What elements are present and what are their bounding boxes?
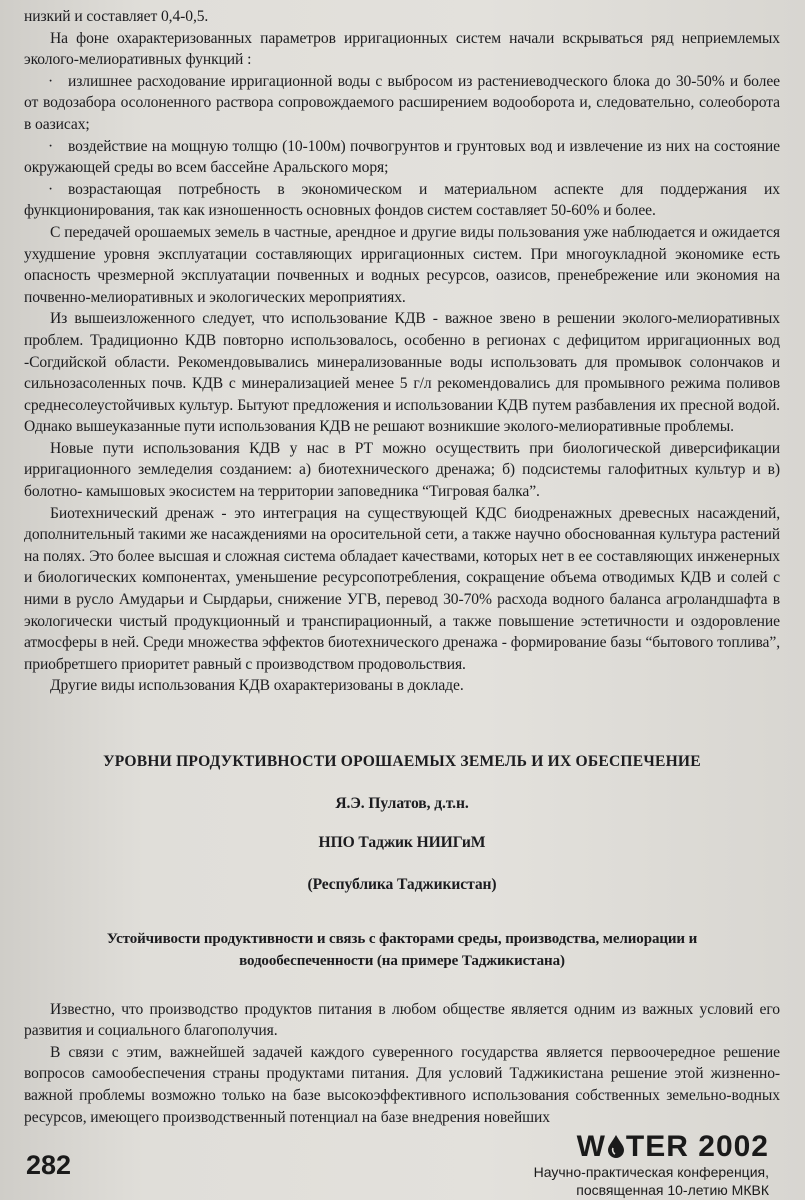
article-subtitle: Устойчивости продуктивности и связь с факторами среды, производства, мелиорации и водообеспеченности (на примере Таджикистана)	[106, 931, 698, 969]
bullet-item	[24, 179, 780, 222]
conference-line-1: Научно-практическая конференция,	[533, 1164, 769, 1180]
conference-logo	[534, 1132, 769, 1198]
paragraph: На фоне охарактеризованных параметров ирригационных систем начали вскрываться ряд неприемлемых эколого-мелиоративных функций :	[24, 29, 780, 69]
bullet-marker: ·	[48, 180, 54, 198]
article-organization: НПО Таджик НИИГиМ	[318, 834, 486, 852]
paragraph: низкий и составляет 0,4-0,5.	[24, 8, 209, 25]
conference-line-2: посвященная 10-летию МКВК	[576, 1182, 769, 1198]
paragraph: Из вышеизложенного следует, что использование КДВ - важное звено в решении эколого-мелиоративных проблем. Традиционно КДВ повторно использовалось, особенно в регионах с дефицитом ирригационных вод -Согдийской области. Рекомендовывались минерализованные воды использовать для промывок солончаков и сильнозасоленных почв. КДВ с минерализацией менее 5 г/л рекомендовались для промывного режима поливов среднесолеустойчивых культур. Бытуют предложения и использовании КДВ путем разбавления их пресной водой. Однако вышеуказанные пути использования КДВ не решают возникшие эколого-мелиоративные проблемы.	[24, 310, 780, 436]
water-drop-icon	[606, 1134, 626, 1158]
logo-word-left: W	[576, 1130, 606, 1163]
article-title: УРОВНИ ПРОДУКТИВНОСТИ ОРОШАЕМЫХ ЗЕМЕЛЬ И ИХ ОБЕСПЕЧЕНИЕ	[103, 753, 701, 770]
article-author: Я.Э. Пулатов, д.т.н.	[335, 794, 469, 812]
bullet-text: воздействие на мощную толщю (10-100м) почвогрунтов и грунтовых вод и извлечение из них на состояние окружающей среды во всем бассейне Аральского моря;	[24, 137, 780, 177]
logo-word-right: TER 2002	[625, 1130, 769, 1163]
bullet-item	[24, 136, 780, 179]
bullet-text: излишнее расходование ирригационной воды с выбросом из растениеводческого блока до 30-50% и более от водозабора осолоненного раствора сопровождаемого расширением водооборота и, следовательно, солеоборота в оазисах;	[24, 72, 780, 133]
paragraph: Новые пути использования КДВ у нас в РТ можно осуществить при биологической диверсификации ирригационного земледелия созданием: а) биотехнического дренажа; б) подсистемы галофитных культур и в) болотно- камышовых экосистем на территории заповедника “Тигровая балка”.	[24, 439, 780, 501]
paragraph: Другие виды использования КДВ охарактеризованы в докладе.	[50, 677, 464, 695]
logo-wordmark	[534, 1132, 769, 1162]
article-paragraph: В связи с этим, важнейшей задачей каждого суверенного государства является первоочередное решение вопросов самообеспечения страны продуктами питания. Для условий Таджикистана решение этой жизненно-важной проблемы возможно только на базе высокоэффективного использования собственных земельно-водных ресурсов, имеющего производственный потенциал на базе внедрения новейших	[24, 1043, 780, 1126]
paragraph: С передачей орошаемых земель в частные, арендное и другие виды пользования уже наблюдается и ожидается ухудшение уровня эксплуатации составляющих ирригационных систем. При многоукладной экономике есть опасность чрезмерной эксплуатации почвенных и водных ресурсов, оазисов, пренебрежение или экономия на почвенно-мелиоративных и экологических мероприятиях.	[24, 223, 780, 306]
bullet-marker: ·	[48, 72, 54, 90]
paragraph: Биотехнический дренаж - это интеграция на существующей КДС биодренажных древесных насаждений, дополнительный такими же насаждениями на оросительной сети, а также научно обоснованная культура растений на полях. Это более высшая и сложная система обладает качествами, которых нет в ее составляющих инженерных и биологических компонентах, уменьшение ресурсопотребления, сокращение объема отводимых КДВ и солей с ними в русло Амударьи и Сырдарьи, снижение УГВ, перевод 30-70% расхода водного баланса агроландшафта в экологически чистый продукционный и транспирационный, а также повышение эстетичности и оздоровление атмосферы в ней. Среди множества эффектов биотехнического дренажа - формирование базы “бытового топлива”, приобретшего приоритет равный с производством продовольствия.	[24, 504, 780, 673]
page-number: 282	[26, 1150, 72, 1180]
article-paragraph: Известно, что производство продуктов питания в любом обществе является одним из важных условий его развития и социального благополучия.	[24, 1000, 780, 1040]
bullet-text: возрастающая потребность в экономическом и материальном аспекте для поддержания их функционирования, так как изношенность основных фондов систем составляет 50-60% и более.	[24, 180, 780, 220]
text-column	[24, 6, 780, 1128]
bullet-item	[24, 71, 780, 136]
article-country: (Республика Таджикистан)	[307, 875, 497, 893]
bullet-marker: ·	[48, 137, 54, 155]
